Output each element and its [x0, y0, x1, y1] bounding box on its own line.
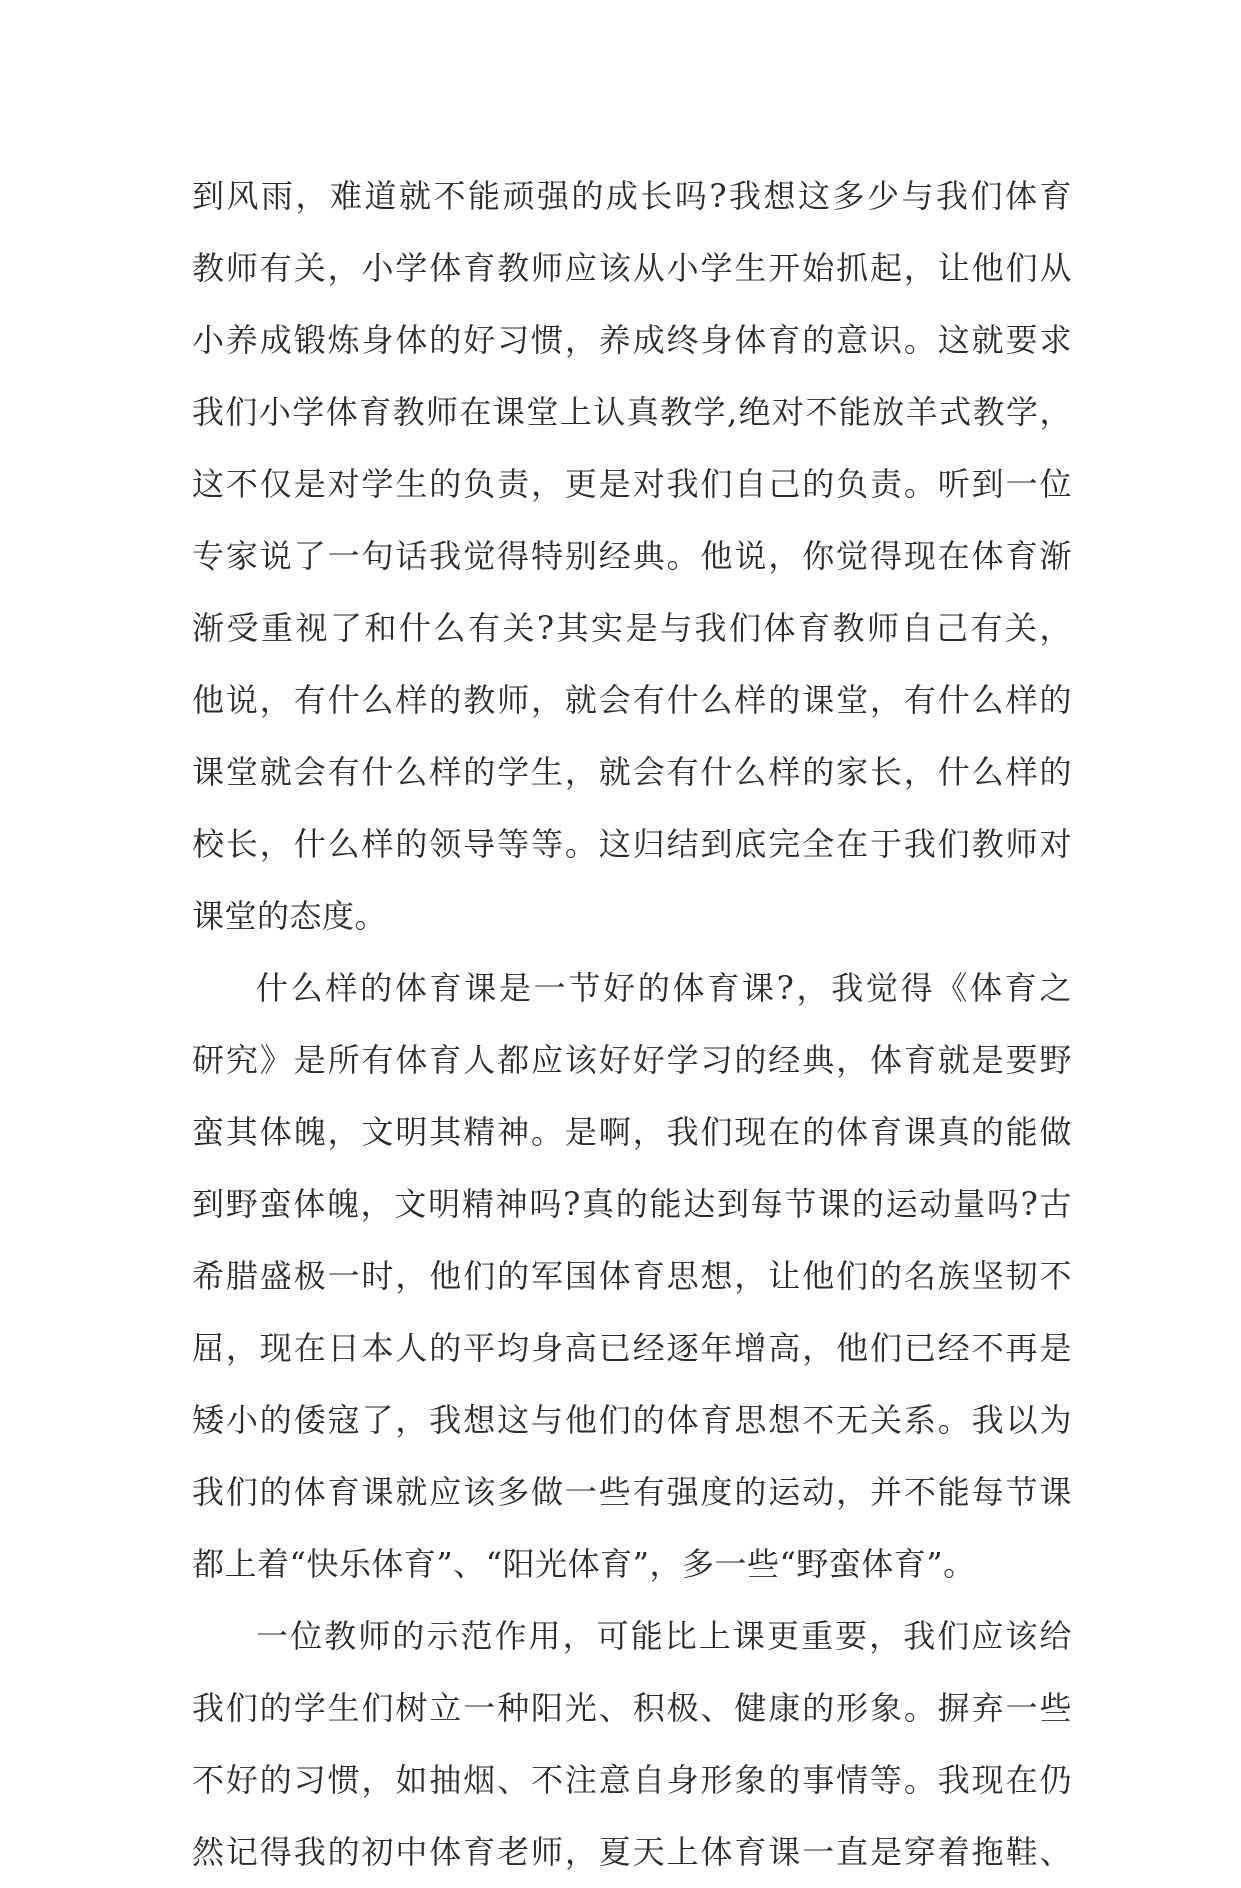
- text-line: 校长，什么样的领导等等。这归结到底完全在于我们教师对: [192, 825, 1072, 863]
- text-line: 这不仅是对学生的负责，更是对我们自己的负责。听到一位: [192, 465, 1072, 503]
- text-line: 到风雨，难道就不能顽强的成长吗?我想这多少与我们体育: [192, 177, 1072, 215]
- text-line: 然记得我的初中体育老师，夏天上体育课一直是穿着拖鞋、: [192, 1833, 1072, 1871]
- text-line: 我们的学生们树立一种阳光、积极、健康的形象。摒弃一些: [192, 1689, 1072, 1727]
- text-line: 课堂就会有什么样的学生，就会有什么样的家长，什么样的: [192, 753, 1072, 791]
- document-body: [192, 160, 1072, 1888]
- text-line: 小养成锻炼身体的好习惯，养成终身体育的意识。这就要求: [192, 321, 1072, 359]
- text-line: 希腊盛极一时，他们的军国体育思想，让他们的名族坚韧不: [192, 1257, 1072, 1295]
- paragraph-first-line: 什么样的体育课是一节好的体育课?，我觉得《体育之: [256, 969, 1072, 1007]
- text-line: 矮小的倭寇了，我想这与他们的体育思想不无关系。我以为: [192, 1401, 1072, 1439]
- text-line: 课堂的态度。: [192, 897, 388, 935]
- text-line: 渐受重视了和什么有关?其实是与我们体育教师自己有关，: [192, 609, 1072, 647]
- paragraph-first-line: 一位教师的示范作用，可能比上课更重要，我们应该给: [256, 1617, 1072, 1655]
- text-line: 不好的习惯，如抽烟、不注意自身形象的事情等。我现在仍: [192, 1761, 1072, 1799]
- text-line: 教师有关，小学体育教师应该从小学生开始抓起，让他们从: [192, 249, 1072, 287]
- text-line: 研究》是所有体育人都应该好好学习的经典，体育就是要野: [192, 1041, 1072, 1079]
- text-line: 蛮其体魄，文明其精神。是啊，我们现在的体育课真的能做: [192, 1113, 1072, 1151]
- text-line: 我们小学体育教师在课堂上认真教学,绝对不能放羊式教学，: [192, 393, 1072, 431]
- text-line: 他说，有什么样的教师，就会有什么样的课堂，有什么样的: [192, 681, 1072, 719]
- text-line: 都上着“快乐体育”、“阳光体育”，多一些“野蛮体育”。: [192, 1545, 976, 1583]
- text-line: 屈，现在日本人的平均身高已经逐年增高，他们已经不再是: [192, 1329, 1072, 1367]
- text-line: 我们的体育课就应该多做一些有强度的运动，并不能每节课: [192, 1473, 1072, 1511]
- text-line: 到野蛮体魄，文明精神吗?真的能达到每节课的运动量吗?古: [192, 1185, 1072, 1223]
- text-line: 专家说了一句话我觉得特别经典。他说，你觉得现在体育渐: [192, 537, 1072, 575]
